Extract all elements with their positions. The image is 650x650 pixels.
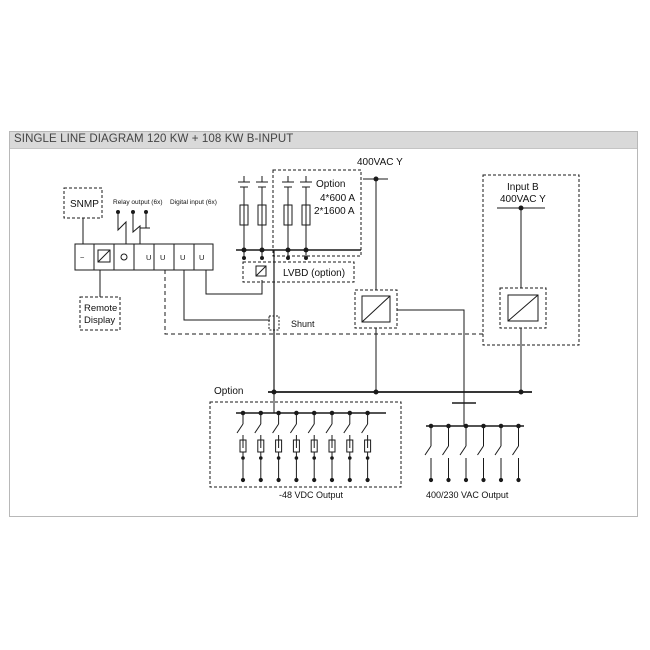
remote-display-label: Remote [84, 303, 118, 314]
ac-input-a-label: 400VAC Y [357, 157, 403, 168]
dc-feeder [273, 411, 282, 481]
ac-feeder [478, 424, 486, 481]
digital-input-label: Digital input (6x) [170, 199, 217, 206]
relay-output-contacts [117, 211, 151, 245]
snmp-label: SNMP [70, 199, 99, 210]
option-dc-label: Option [214, 386, 244, 397]
input-b-label: Input B [507, 182, 539, 193]
ac-feeder [425, 424, 433, 481]
top-feeder-bottom-dots [243, 250, 308, 260]
dc-output-label: -48 VDC Output [279, 490, 344, 500]
controller-cell-label: U [199, 253, 205, 262]
ac-feeder [513, 424, 521, 481]
ac-feeder [460, 424, 468, 481]
dc-feeder [290, 411, 299, 481]
controller-cell-dividers [94, 244, 194, 270]
controller-cell-label: U [180, 253, 186, 262]
dc-feeder [255, 411, 264, 481]
option-rating-2: 2*1600 A [314, 206, 355, 217]
dc-feeder [326, 411, 335, 481]
diagram-title: SINGLE LINE DIAGRAM 120 KW + 108 KW B-INPUT [14, 133, 294, 145]
input-b-voltage: 400VAC Y [500, 194, 546, 205]
dc-feeder [362, 411, 371, 481]
controller-temp-icon [121, 254, 127, 260]
dc-output-box [210, 402, 401, 487]
controller-cell-label: U [160, 253, 166, 262]
ac-output-feeders [425, 424, 520, 481]
controller-cell-label: ~ [80, 253, 85, 262]
shunt-label: Shunt [291, 319, 315, 329]
dc-feeder [237, 411, 246, 481]
dc-output-feeders [237, 411, 371, 481]
ac-feeder [495, 424, 503, 481]
option-top-label: Option [316, 179, 346, 190]
controller-unit [75, 244, 213, 270]
option-rating-1: 4*600 A [320, 193, 356, 204]
controller-cell-label: U [146, 253, 152, 262]
dc-feeder [308, 411, 317, 481]
dc-feeder [344, 411, 353, 481]
relay-output-label: Relay output (6x) [113, 199, 163, 206]
remote-display-label: Display [84, 315, 116, 326]
ac-output-label: 400/230 VAC Output [426, 490, 509, 500]
top-feeders [238, 176, 312, 250]
ac-feeder [443, 424, 451, 481]
lvbd-label: LVBD (option) [283, 268, 346, 279]
